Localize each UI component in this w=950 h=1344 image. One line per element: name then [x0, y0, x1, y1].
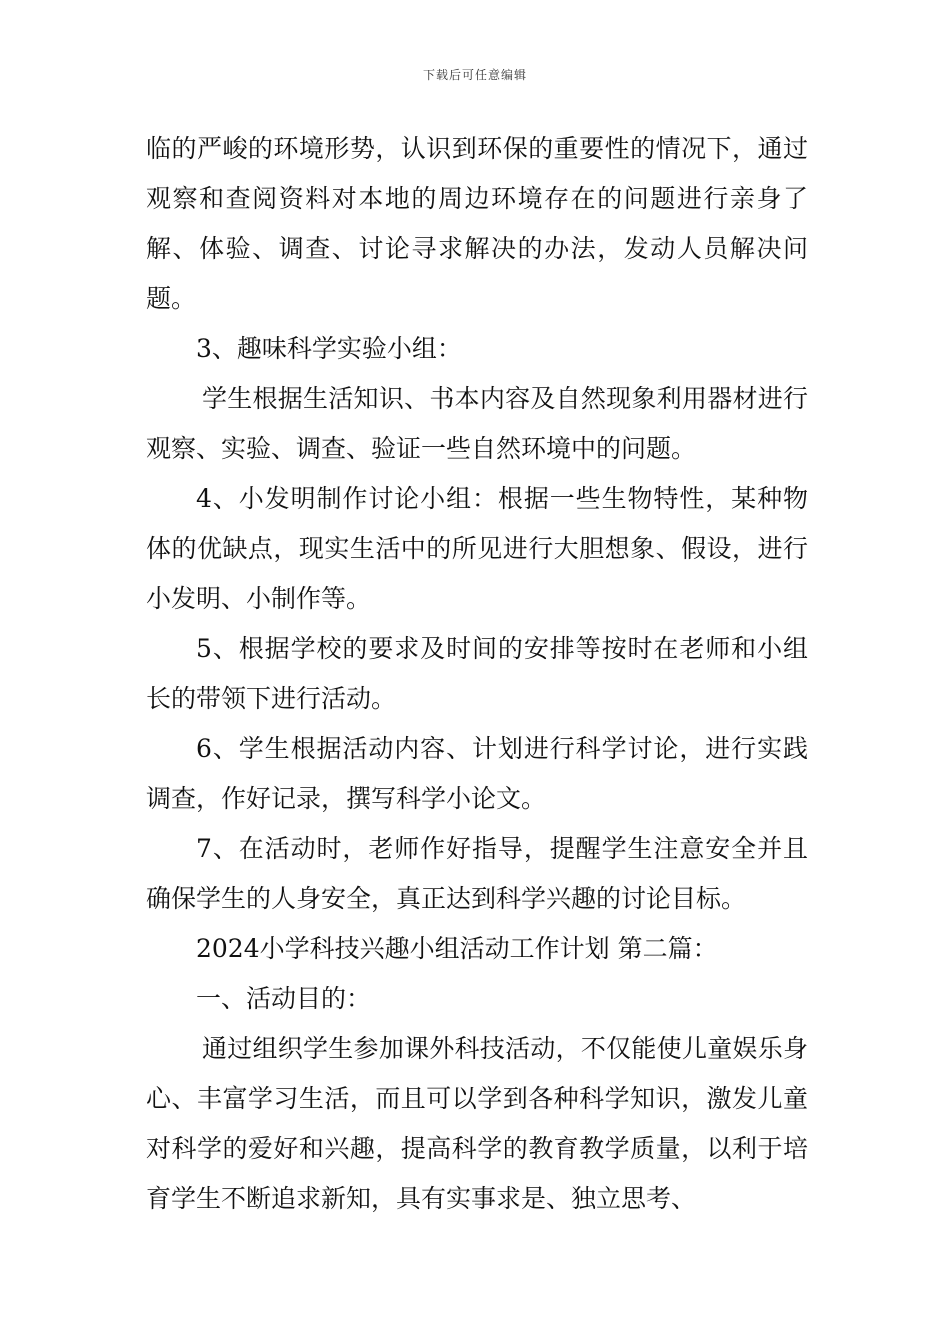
paragraph-item-7: 7、在活动时，老师作好指导，提醒学生注意安全并且确保学生的人身安全，真正达到科学兴趣的讨论目标。	[146, 834, 808, 913]
document-body	[146, 124, 808, 1224]
section-title-part-two: 2024小学科技兴趣小组活动工作计划 第二篇：	[196, 934, 718, 963]
heading-activity-purpose: 一、活动目的：	[196, 984, 372, 1013]
paragraph-activity-purpose: 通过组织学生参加课外科技活动，不仅能使儿童娱乐身心、丰富学习生活，而且可以学到各种科学知识，激发儿童对科学的爱好和兴趣，提高科学的教育教学质量，以利于培育学生不断追求新知，具有实事求是、独立思考、	[146, 1034, 808, 1213]
paragraph-item-6: 6、学生根据活动内容、计划进行科学讨论，进行实践调查，作好记录，撰写科学小论文。	[146, 734, 808, 813]
paragraph-item-5: 5、根据学校的要求及时间的安排等按时在老师和小组长的带领下进行活动。	[146, 634, 808, 713]
paragraph-item-4: 4、小发明制作讨论小组：根据一些生物特性，某种物体的优缺点，现实生活中的所见进行大胆想象、假设，进行小发明、小制作等。	[146, 484, 808, 613]
page-header: 下载后可任意编辑	[422, 68, 527, 82]
paragraph-item-3: 3、趣味科学实验小组：	[196, 334, 462, 363]
paragraph-continuation: 临的严峻的环境形势，认识到环保的重要性的情况下，通过观察和查阅资料对本地的周边环境存在的问题进行亲身了解、体验、调查、讨论寻求解决的办法，发动人员解决问题。	[146, 134, 808, 313]
paragraph-item-3-body: 学生根据生活知识、书本内容及自然现象利用器材进行观察、实验、调查、验证一些自然环境中的问题。	[146, 384, 808, 463]
